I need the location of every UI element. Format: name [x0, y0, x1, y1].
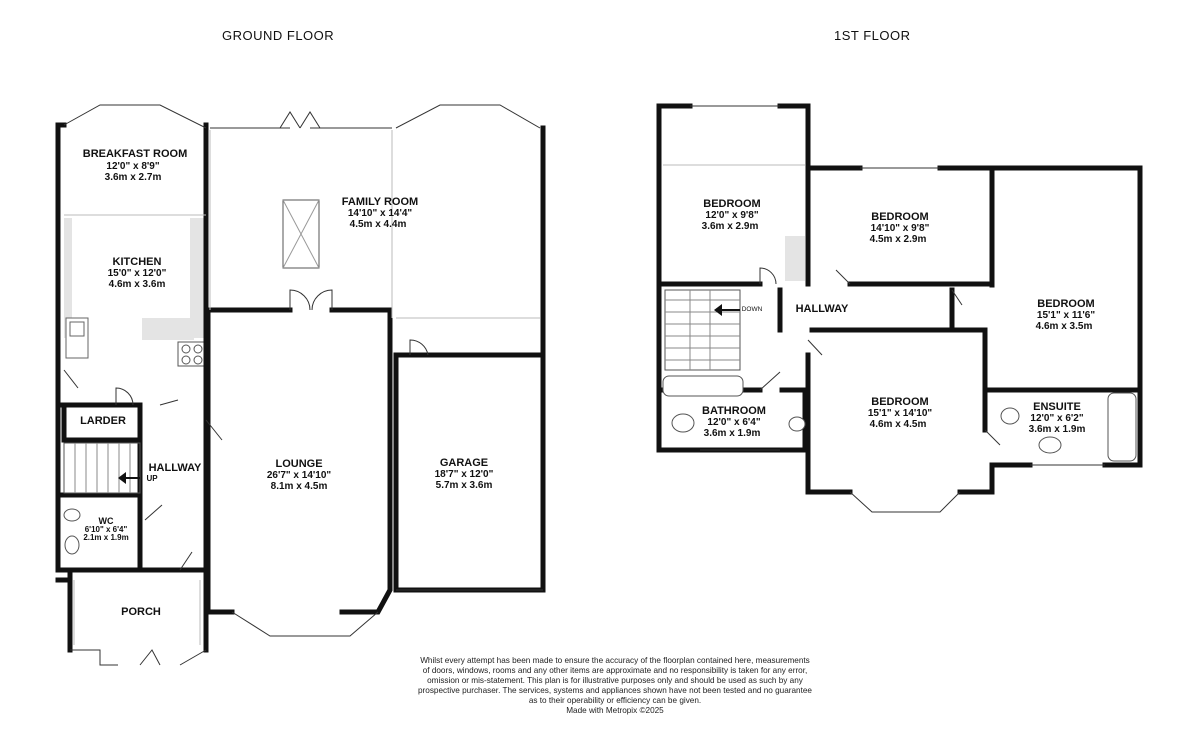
- breakfast-room-name: BREAKFAST ROOM: [82, 148, 188, 160]
- ensuite-door-swing: [985, 430, 1000, 445]
- wc-door-swing: [145, 505, 162, 520]
- disclaimer-line: omission or mis-statement. This plan is for illustrative purposes only and should be used as such by any: [427, 676, 803, 685]
- bathroom-name: BATHROOM: [702, 405, 766, 417]
- bedroom3-imperial: 15'1" x 11'6": [1036, 310, 1096, 321]
- family-room-imperial: 14'10" x 14'4": [347, 208, 413, 219]
- wardrobe-fill: [785, 236, 805, 281]
- bathroom-door-swing: [760, 372, 780, 390]
- bathroom-metric: 3.6m x 1.9m: [703, 428, 761, 439]
- hob-icon: [178, 342, 206, 366]
- ensuite-toilet-icon: [1001, 408, 1019, 424]
- kitchen-name: KITCHEN: [112, 256, 162, 268]
- stairs-down-label: DOWN: [741, 306, 763, 313]
- ensuite-imperial: 12'0" x 6'2": [1030, 413, 1084, 424]
- breakfast-room-metric: 3.6m x 2.7m: [104, 172, 162, 183]
- bedroom1-name: BEDROOM: [703, 198, 761, 210]
- toilet-icon: [672, 414, 694, 432]
- first-hallway-name: HALLWAY: [795, 303, 849, 315]
- lounge-door-right: [312, 290, 332, 310]
- ground-floor-plan: [58, 105, 543, 665]
- front-door-swing: [140, 650, 160, 665]
- disclaimer-credit: Made with Metropix ©2025: [566, 706, 664, 715]
- kitchen-door-swing: [116, 388, 133, 405]
- lounge-name: LOUNGE: [275, 458, 323, 470]
- hall-door-swing: [160, 400, 178, 405]
- wc-name: WC: [98, 516, 114, 526]
- breakfast-room-imperial: 12'0" x 8'9": [106, 161, 160, 172]
- first-floor-title: 1ST FLOOR: [834, 28, 911, 43]
- wc-metric: 2.1m x 1.9m: [83, 533, 129, 542]
- back-door-swing: [64, 370, 78, 388]
- ground-hallway-name: HALLWAY: [148, 462, 202, 474]
- disclaimer-line: as to their operability or efficiency can be given.: [528, 696, 702, 705]
- ensuite-metric: 3.6m x 1.9m: [1028, 424, 1086, 435]
- bedroom3-metric: 4.6m x 3.5m: [1035, 321, 1093, 332]
- bedroom2-door-swing: [836, 270, 850, 284]
- porch-name: PORCH: [121, 606, 161, 618]
- bathroom-imperial: 12'0" x 6'4": [707, 417, 761, 428]
- kitchen-metric: 4.6m x 3.6m: [108, 279, 166, 290]
- rooflight-icon: [283, 200, 319, 268]
- garage-metric: 5.7m x 3.6m: [435, 480, 493, 491]
- porch-door-swing: [180, 552, 192, 570]
- family-room-name: FAMILY ROOM: [341, 196, 419, 208]
- wc-toilet-icon: [65, 536, 79, 554]
- ensuite-basin-icon: [1039, 437, 1061, 453]
- garage-imperial: 18'7" x 12'0": [434, 469, 494, 480]
- kitchen-sink-icon: [66, 318, 88, 358]
- staircase-first: [665, 290, 740, 370]
- larder-name: LARDER: [80, 415, 126, 427]
- lounge-door-left: [290, 290, 310, 310]
- bathroom-basin-icon: [789, 417, 805, 431]
- bedroom4-metric: 4.6m x 4.5m: [869, 419, 927, 430]
- bedroom2-imperial: 14'10" x 9'8": [870, 223, 930, 234]
- bedroom3-name: BEDROOM: [1037, 298, 1095, 310]
- disclaimer-line: Whilst every attempt has been made to ensure the accuracy of the floorplan contained here, measurements: [420, 656, 810, 665]
- lounge-metric: 8.1m x 4.5m: [270, 481, 328, 492]
- garage-name: GARAGE: [439, 457, 489, 469]
- family-french-door-right: [300, 112, 320, 128]
- wc-basin-icon: [64, 509, 80, 521]
- bedroom2-name: BEDROOM: [871, 211, 929, 223]
- first-floor-plan: [659, 106, 1140, 512]
- disclaimer-line: of doors, windows, rooms and any other items are approximate and no responsibility is taken for any error,: [422, 666, 808, 675]
- ensuite-name: ENSUITE: [1033, 401, 1081, 413]
- bedroom1-imperial: 12'0" x 9'8": [705, 210, 759, 221]
- stairs-up-label: UP: [146, 474, 158, 483]
- disclaimer-line: prospective purchaser. The services, systems and appliances shown have not been tested and no guarantee: [417, 686, 812, 695]
- ground-floor-title: GROUND FLOOR: [222, 28, 335, 43]
- bedroom1-metric: 3.6m x 2.9m: [701, 221, 759, 232]
- disclaimer: [395, 656, 835, 716]
- bath-icon: [663, 376, 743, 396]
- family-room-metric: 4.5m x 4.4m: [349, 219, 407, 230]
- staircase-ground: [64, 443, 140, 493]
- bedroom4-name: BEDROOM: [871, 396, 929, 408]
- kitchen-imperial: 15'0" x 12'0": [107, 268, 167, 279]
- bedroom2-metric: 4.5m x 2.9m: [869, 234, 927, 245]
- bedroom4-imperial: 15'1" x 14'10": [867, 408, 933, 419]
- ensuite-bath-icon: [1108, 393, 1136, 461]
- kitchen-worktop-corner: [142, 318, 194, 340]
- wc-imperial: 6'10" x 6'4": [84, 525, 128, 534]
- lounge-imperial: 26'7" x 14'10": [266, 470, 332, 481]
- family-french-door-left: [280, 112, 300, 128]
